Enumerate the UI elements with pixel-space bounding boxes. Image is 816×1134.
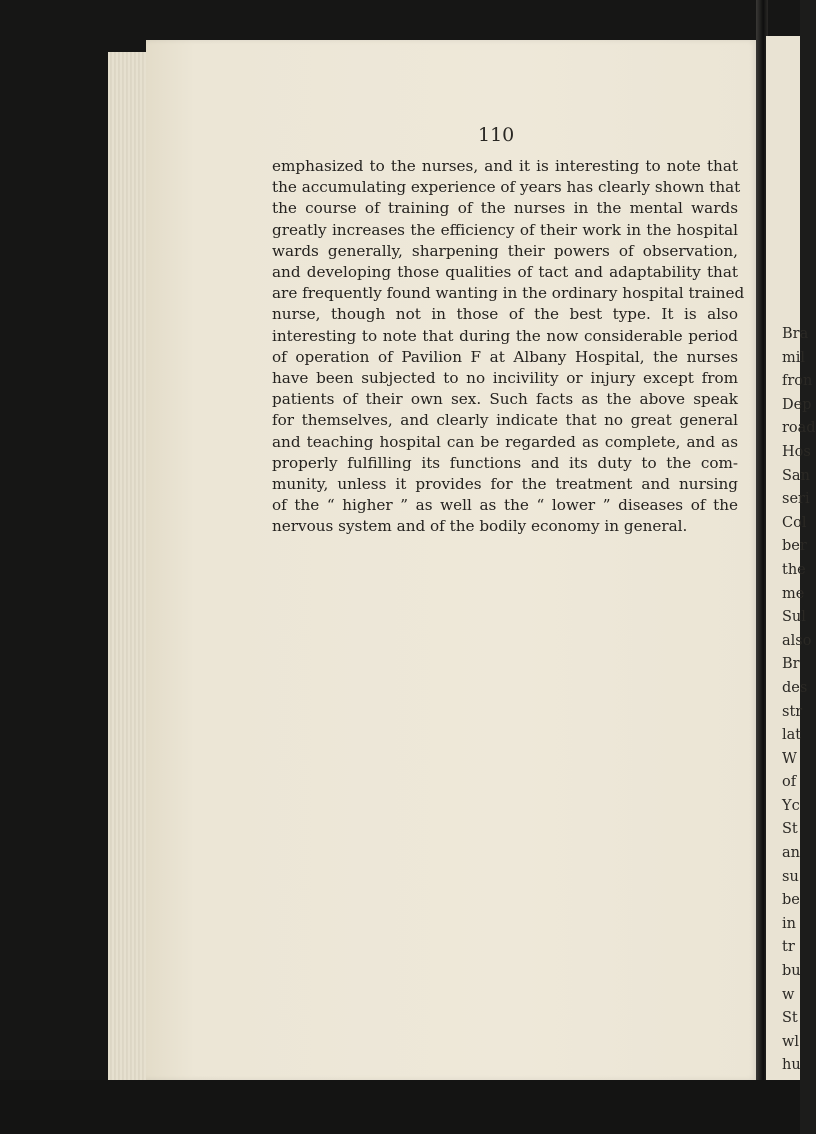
facing-page-fragment: me <box>782 585 805 602</box>
facing-page-fragment: fron <box>782 373 813 390</box>
facing-page-fragment: an <box>782 845 800 862</box>
facing-page-fragment: Dep <box>782 396 812 413</box>
text-line: properly fulfilling its functions and its duty to the com- <box>272 453 738 472</box>
facing-page-fragment: Br <box>782 656 800 673</box>
text-line: wards generally, sharpening their powers of observation, <box>272 241 738 260</box>
page-body-text <box>272 156 745 538</box>
facing-page-fragment: be <box>782 892 800 909</box>
facing-page-fragment: tr <box>782 939 795 956</box>
text-line: have been subjected to no incivility or injury except from <box>272 369 738 388</box>
text-line: emphasized to the nurses, and it is interesting to note that <box>272 157 738 175</box>
facing-page-fragment: Hos <box>782 443 811 460</box>
facing-page-fragment: in <box>782 915 796 932</box>
facing-page-fragment: the <box>782 561 806 578</box>
text-line: greatly increases the efficiency of their work in the hospital <box>272 220 738 239</box>
text-line: the course of training of the nurses in the mental wards <box>272 199 738 218</box>
facing-page-fragment: St <box>782 1010 798 1027</box>
facing-page-fragment: of <box>782 774 797 791</box>
facing-page-fragment: su <box>782 868 799 885</box>
facing-page-fragment: str <box>782 703 803 720</box>
bottom-background <box>0 1080 800 1134</box>
facing-page-fragment: bu <box>782 963 801 980</box>
text-line: are frequently found wanting in the ordinary hospital trained <box>272 284 745 303</box>
facing-page-fragment: lat <box>782 727 802 744</box>
facing-page-fragment: road <box>782 420 816 437</box>
facing-page-fragment: Bra <box>782 326 809 342</box>
text-line: interesting to note that during the now considerable period <box>272 326 738 345</box>
facing-page-fragment: also <box>782 632 812 649</box>
facing-page-fragments <box>766 36 816 1078</box>
page-number: 110 <box>478 124 515 146</box>
text-line: nervous system and of the bodily economy in general. <box>272 517 688 536</box>
text-line: of operation of Pavilion F at Albany Hospital, the nurses <box>272 347 738 366</box>
text-line: the accumulating experience of years has clearly shown that <box>272 178 741 197</box>
facing-page-fragment: Sul <box>782 609 806 626</box>
facing-page-fragment: Col <box>782 514 807 531</box>
facing-page-fragment: seri <box>782 491 810 508</box>
facing-page-fragment: wl <box>782 1033 800 1050</box>
facing-page-fragment: ber <box>782 538 807 555</box>
facing-page-fragment: San <box>782 467 810 484</box>
text-line: of the “ higher ” as well as the “ lower ” diseases of the <box>272 496 738 515</box>
text-line: and teaching hospital can be regarded as complete, and as <box>272 432 738 451</box>
facing-page-fragment: des <box>782 679 808 696</box>
facing-page-edge <box>766 36 816 1084</box>
text-line: and developing those qualities of tact and adaptability that <box>272 263 738 282</box>
text-line: patients of their own sex. Such facts as the above speak <box>272 390 738 409</box>
facing-page-fragment: w <box>782 986 795 1003</box>
facing-page-fragment: Yc <box>782 797 800 814</box>
text-line: nurse, though not in those of the best type. It is also <box>272 305 738 324</box>
facing-page-fragment: St <box>782 821 798 838</box>
text-line: for themselves, and clearly indicate that no great general <box>272 411 738 430</box>
text-line: munity, unless it provides for the treatment and nursing <box>272 475 738 494</box>
facing-page-fragment: hu <box>782 1057 801 1074</box>
facing-page-fragment: mil <box>782 349 806 366</box>
facing-page-fragment: W <box>782 750 797 767</box>
